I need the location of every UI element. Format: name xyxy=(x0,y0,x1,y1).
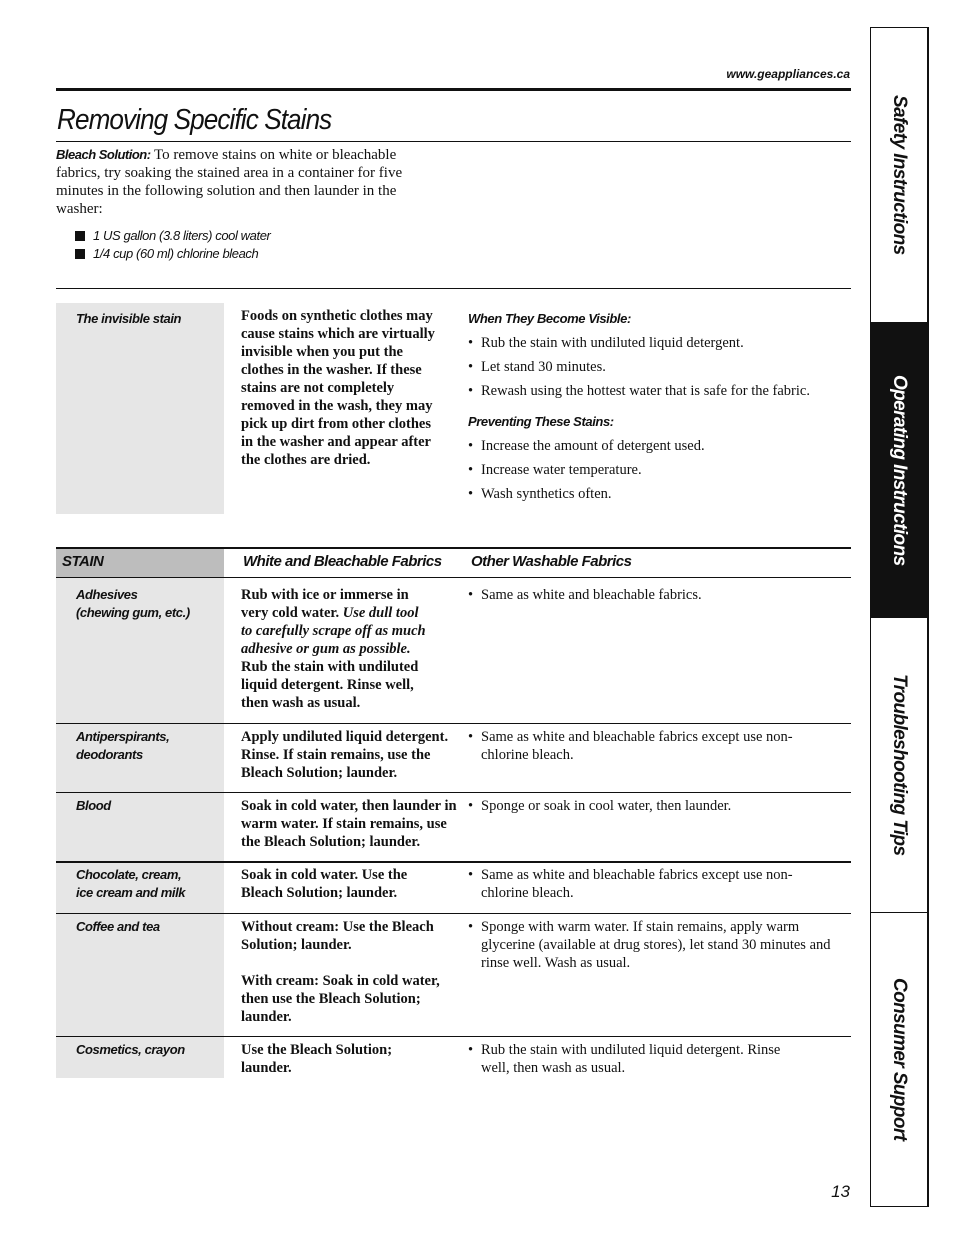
bleach-solution-intro xyxy=(56,146,436,218)
white-fabrics-instructions: Soak in cold water. Use the Bleach Solution; launder. xyxy=(241,867,408,901)
stain-label: Antiperspirants, deodorants xyxy=(76,729,170,762)
instruction-italic-text: Use dull tool to carefully scrape off as much adhesive or gum as possible. xyxy=(241,605,426,657)
bleach-solution-list xyxy=(75,227,270,263)
stain-label: Coffee and tea xyxy=(76,919,160,934)
stain-label: Chocolate, cream, ice cream and milk xyxy=(76,867,186,900)
list-item: 1 US gallon (3.8 liters) cool water xyxy=(75,227,270,245)
bleach-solution-label: Bleach Solution: xyxy=(56,147,151,162)
list-item: • Same as white and bleachable fabrics. xyxy=(468,586,848,604)
list-item: • Increase water temperature. xyxy=(468,461,848,479)
other-fabrics-instructions xyxy=(468,918,848,972)
instruction-text: Rub the stain with undiluted liquid detergent. Rinse well, then wash as usual. xyxy=(241,659,419,711)
tab-troubleshooting-tips[interactable] xyxy=(871,618,927,912)
tab-label: Operating Instructions xyxy=(889,374,910,566)
stain-label: Blood xyxy=(76,798,111,813)
tab-label: Troubleshooting Tips xyxy=(889,674,910,856)
other-fabrics-instructions xyxy=(468,586,848,604)
section-rule xyxy=(56,288,851,289)
list-item: • Rewash using the hottest water that is safe for the fabric. xyxy=(468,382,848,400)
list-item: • Rub the stain with undiluted liquid detergent. Rinse well, then wash as usual. xyxy=(468,1041,788,1077)
prevent-heading: Preventing These Stains: xyxy=(468,414,614,429)
tab-safety-instructions[interactable] xyxy=(871,28,927,322)
list-item: • Same as white and bleachable fabrics except use non-chlorine bleach. xyxy=(468,728,808,764)
invisible-stain-label: The invisible stain xyxy=(76,311,182,326)
instruction-text: Rub with ice or immerse in very cold water. xyxy=(241,587,409,621)
invisible-stain-cell xyxy=(56,303,224,514)
white-fabrics-instructions: Apply undiluted liquid detergent. Rinse. If stain remains, use the Bleach Solution; launder. xyxy=(241,729,449,781)
other-fabrics-instructions xyxy=(468,866,808,902)
white-fabrics-instructions: Use the Bleach Solution; launder. xyxy=(241,1042,393,1076)
top-rule xyxy=(56,88,851,91)
list-item: • Sponge with warm water. If stain remains, apply warm glycerine (available at drug stores), let stand 30 minutes and rinse well. Wash as usual. xyxy=(468,918,848,972)
white-fabrics-instructions: Soak in cold water, then launder in warm water. If stain remains, use the Bleach Solution; launder. xyxy=(241,798,457,850)
instruction-text: Without cream: Use the Bleach Solution; launder. xyxy=(241,919,434,953)
page-title: Removing Specific Stains xyxy=(57,104,332,136)
list-item: • Rub the stain with undiluted liquid detergent. xyxy=(468,334,848,352)
tab-label: Consumer Support xyxy=(889,978,910,1141)
stain-label: Cosmetics, crayon xyxy=(76,1042,185,1057)
list-item: 1/4 cup (60 ml) chlorine bleach xyxy=(75,245,270,263)
white-fabrics-instructions xyxy=(241,918,451,1026)
title-rule xyxy=(56,141,851,142)
other-fabrics-instructions xyxy=(468,728,808,764)
other-fabrics-instructions xyxy=(468,797,848,815)
list-item: • Wash synthetics often. xyxy=(468,485,848,503)
list-item: • Let stand 30 minutes. xyxy=(468,358,848,376)
stain-header: STAIN xyxy=(62,553,104,570)
white-fabrics-header: White and Bleachable Fabrics xyxy=(243,553,442,570)
other-fabrics-header: Other Washable Fabrics xyxy=(471,553,632,570)
list-item: • Increase the amount of detergent used. xyxy=(468,437,848,455)
tab-label: Safety Instructions xyxy=(889,95,910,255)
website-url: www.geappliances.ca xyxy=(726,67,850,81)
instruction-text: With cream: Soak in cold water, then use the Bleach Solution; launder. xyxy=(241,973,440,1025)
invisible-stain-advice xyxy=(468,310,848,503)
tab-consumer-support[interactable] xyxy=(871,913,927,1206)
white-fabrics-instructions xyxy=(241,586,431,712)
visible-heading: When They Become Visible: xyxy=(468,311,631,326)
page-number: 13 xyxy=(831,1182,850,1201)
other-fabrics-instructions xyxy=(468,1041,788,1077)
invisible-stain-description: Foods on synthetic clothes may cause stains which are virtually invisible when you put the clothes in the washer. If these stains are not completely removed in the wash, they may pick up dirt from other clothes in the washer and appear after the clothes are dried. xyxy=(241,308,435,468)
list-item: • Same as white and bleachable fabrics except use non-chlorine bleach. xyxy=(468,866,808,902)
bleach-solution-text: To remove stains on white or bleachable fabrics, try soaking the stained area in a container for five minutes in the following solution and then launder in the washer: xyxy=(56,147,403,217)
stain-label: Adhesives (chewing gum, etc.) xyxy=(76,587,190,620)
list-item: • Sponge or soak in cool water, then launder. xyxy=(468,797,848,815)
side-tabs xyxy=(870,27,929,1207)
tab-operating-instructions[interactable] xyxy=(871,322,927,618)
